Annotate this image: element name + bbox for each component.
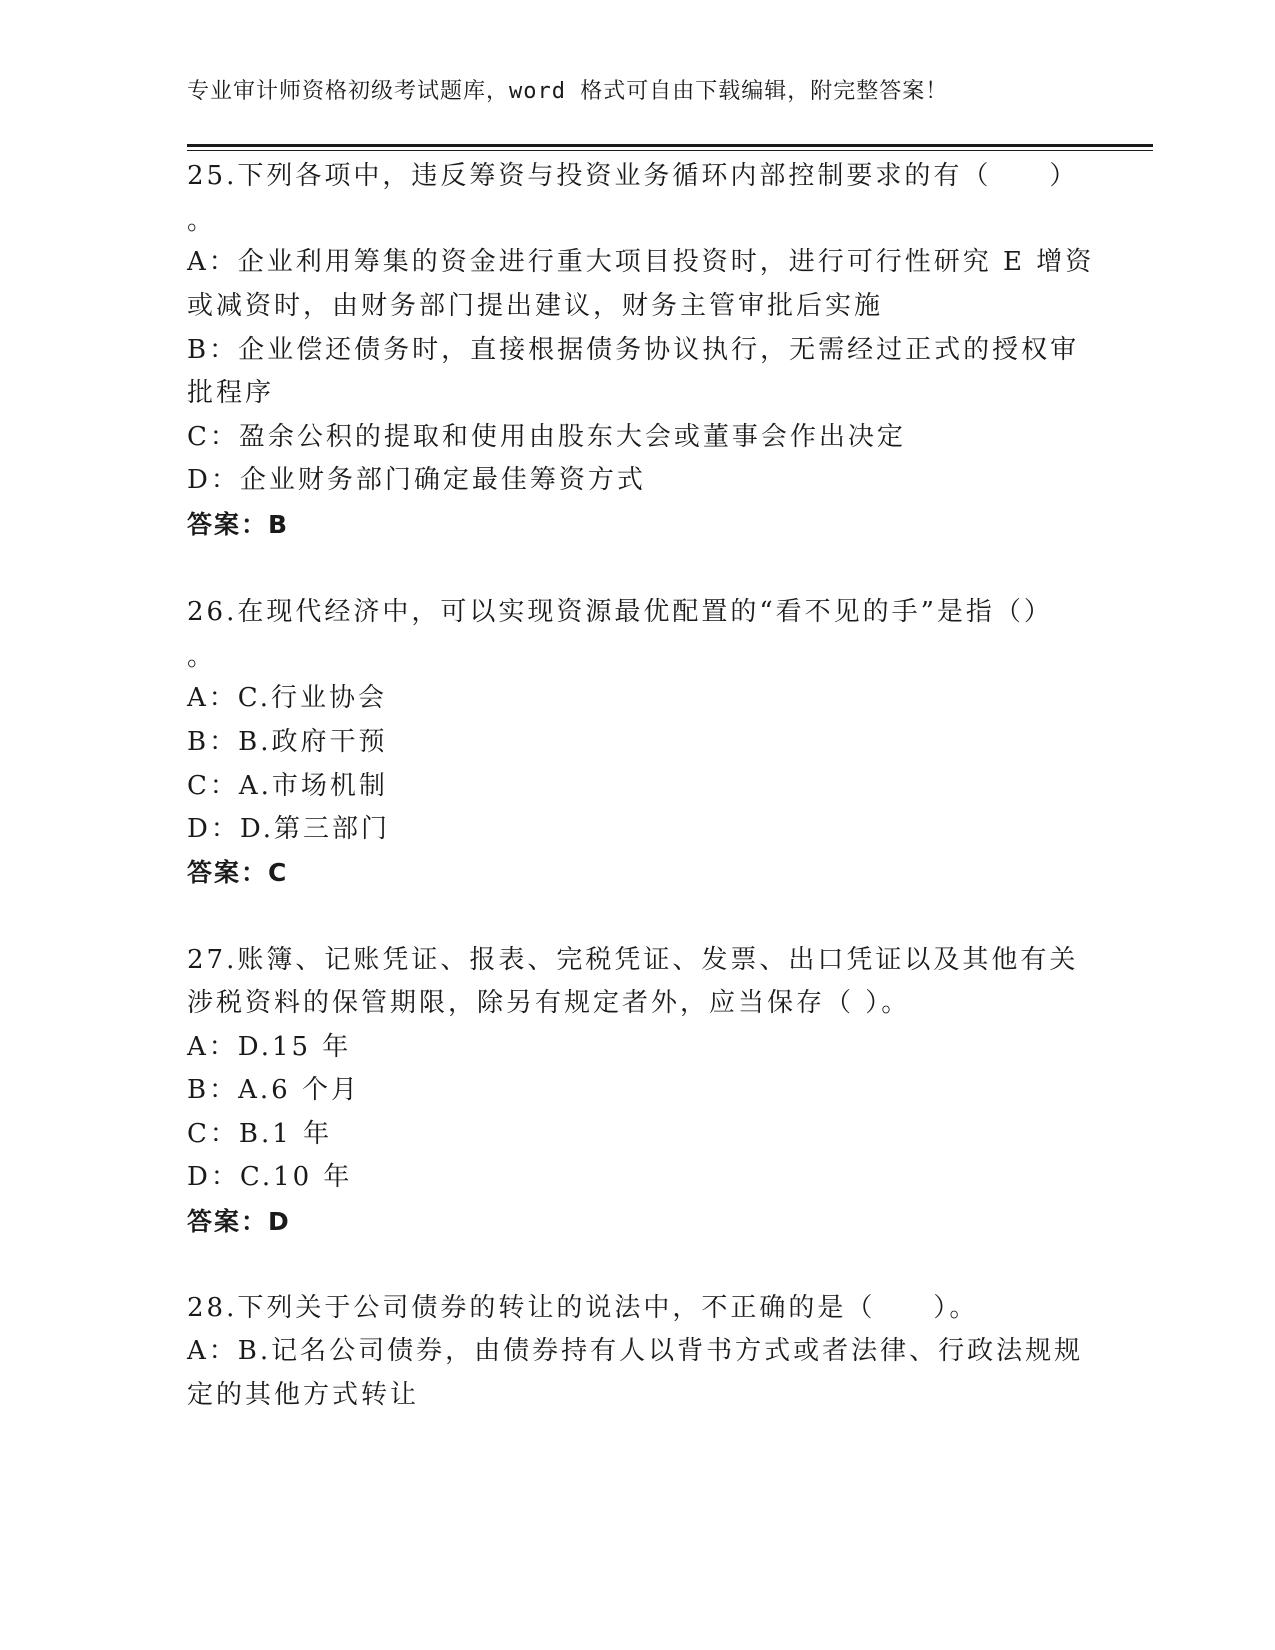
- question-26-stem: 26.在现代经济中，可以实现资源最优配置的“看不见的手”是指（）: [187, 597, 1053, 627]
- question-27-option-c: C：B.1 年: [187, 1119, 333, 1149]
- question-27-answer: 答案：D: [187, 1207, 291, 1236]
- question-26-answer: 答案：C: [187, 858, 289, 887]
- question-25-answer: 答案：B: [187, 510, 290, 539]
- page-header: 专业审计师资格初级考试题库，word 格式可自由下载编辑，附完整答案！: [187, 79, 949, 104]
- question-27-stem: 27.账簿、记账凭证、报表、完税凭证、发票、出口凭证以及其他有关: [187, 945, 1079, 975]
- question-25-option-c: C：盈余公积的提取和使用由股东大会或董事会作出决定: [187, 422, 906, 452]
- question-25-option-b: B：企业偿还债务时，直接根据债务协议执行，无需经过正式的授权审: [187, 335, 1080, 365]
- question-27-stem-cont: 涉税资料的保管期限，除另有规定者外，应当保存（ ）。: [187, 988, 911, 1018]
- question-27-option-b: B：A.6 个月: [187, 1075, 360, 1105]
- question-25-option-d: D：企业财务部门确定最佳筹资方式: [187, 465, 646, 495]
- question-26-stem-cont: 。: [187, 642, 217, 672]
- question-25-option-a: A：企业利用筹集的资金进行重大项目投资时，进行可行性研究 E 增资: [187, 247, 1095, 277]
- question-25-stem-cont: 。: [187, 206, 217, 236]
- question-26-option-a: A：C.行业协会: [187, 683, 388, 713]
- question-26-option-b: B：B.政府干预: [187, 727, 388, 757]
- question-28-option-a-cont: 定的其他方式转让: [187, 1380, 420, 1410]
- question-25-stem: 25.下列各项中，违反筹资与投资业务循环内部控制要求的有（ ）: [187, 161, 1079, 191]
- question-25-option-b-cont: 批程序: [187, 378, 275, 408]
- question-27-option-a: A：D.15 年: [187, 1032, 352, 1062]
- header-rule-thin: [187, 150, 1153, 151]
- question-28-stem: 28.下列关于公司债券的转让的说法中，不正确的是（ ）。: [187, 1293, 979, 1323]
- question-26-option-d: D：D.第三部门: [187, 814, 391, 844]
- question-28-option-a: A：B.记名公司债券，由债券持有人以背书方式或者法律、行政法规规: [187, 1336, 1084, 1366]
- question-26-option-c: C：A.市场机制: [187, 771, 388, 801]
- question-25-option-a-cont: 或减资时，由财务部门提出建议，财务主管审批后实施: [187, 291, 884, 321]
- header-rule-thick: [187, 144, 1153, 147]
- question-27-option-d: D：C.10 年: [187, 1162, 353, 1192]
